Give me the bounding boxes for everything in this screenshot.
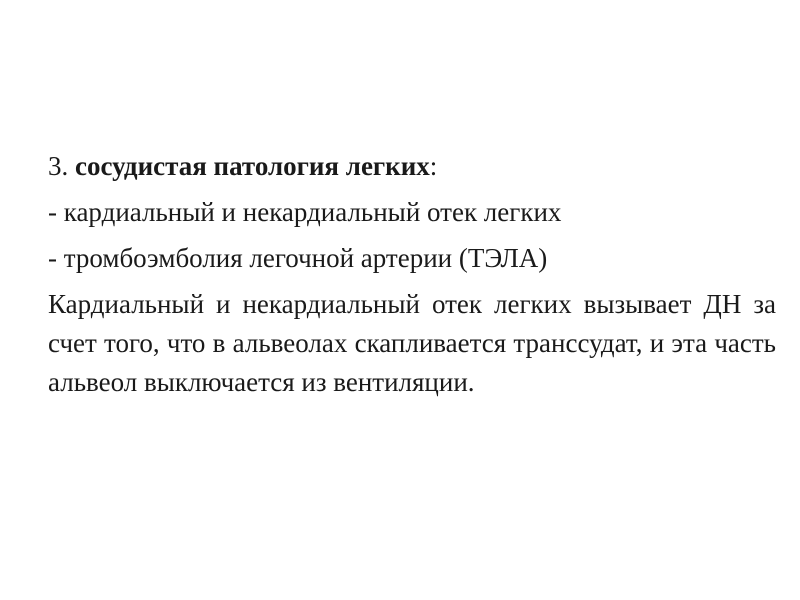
- list-item-cardiac-edema: - кардиальный и некардиальный отек легких: [48, 197, 562, 227]
- list-item-pulmonary-embolism: - тромбоэмболия легочной артерии (ТЭЛА): [48, 243, 548, 273]
- explanation-paragraph: Кардиальный и некардиальный отек легких вызывает ДН за счет того, что в альвеолах скапливается транссудат, и эта часть альвеол выключается из вентиляции.: [48, 289, 776, 397]
- slide-content: [48, 147, 776, 402]
- section-heading: [48, 147, 776, 186]
- heading-title: сосудистая патология легких: [75, 151, 430, 181]
- heading-number: 3.: [48, 151, 69, 181]
- heading-colon: :: [429, 151, 438, 181]
